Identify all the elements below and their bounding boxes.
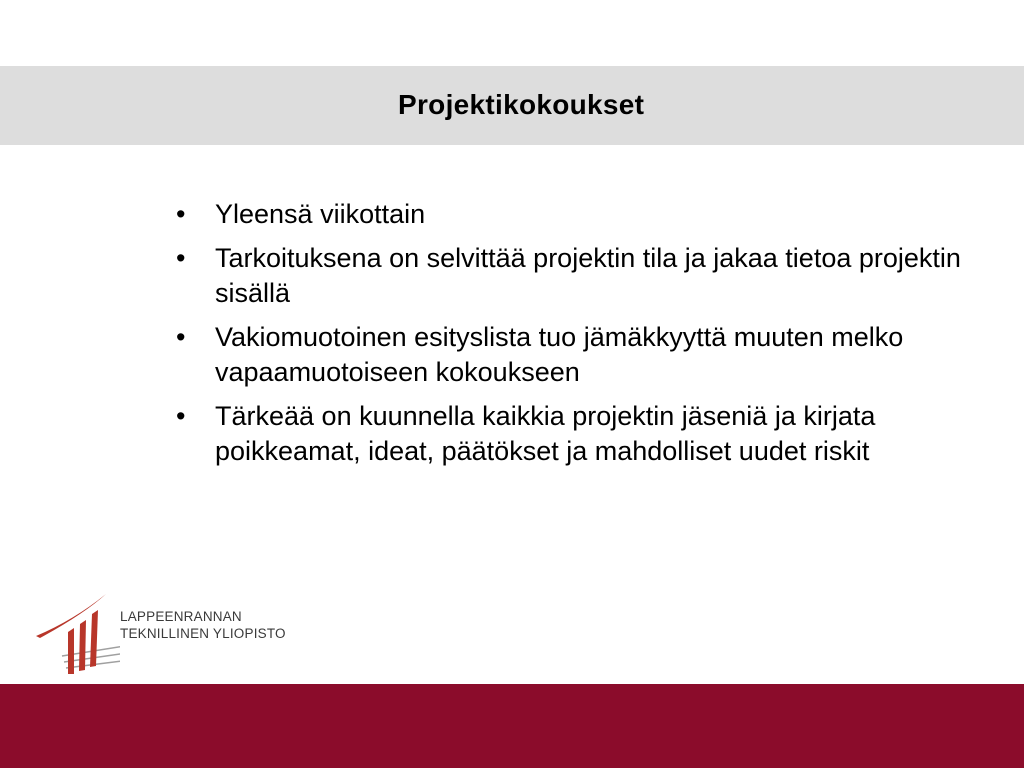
university-logo [34, 590, 304, 680]
bullet-text: Vakiomuotoinen esityslista tuo jämäkkyyttä muuten melko vapaamuotoiseen kokoukseen [215, 322, 904, 387]
bullet-marker: • [176, 322, 186, 352]
bullet-text: Yleensä viikottain [215, 199, 426, 229]
bullet-item [176, 399, 996, 469]
bullet-marker: • [176, 401, 186, 431]
bullet-marker: • [176, 243, 186, 273]
bullet-item [176, 320, 996, 390]
logo-text [120, 608, 286, 642]
bullet-item [176, 241, 996, 311]
bullet-text: Tarkoituksena on selvittää projektin tila ja jakaa tietoa projektin sisällä [215, 243, 961, 308]
logo-line-1: LAPPEENRANNAN [120, 609, 242, 624]
bullet-item [176, 197, 996, 232]
slide-title: Projektikokoukset [398, 89, 645, 120]
logo-line-2: TEKNILLINEN YLIOPISTO [120, 626, 286, 641]
bullet-list [176, 197, 996, 478]
university-logo-icon [34, 590, 120, 680]
footer-band [0, 684, 1024, 768]
bullet-text: Tärkeää on kuunnella kaikkia projektin jäseniä ja kirjata poikkeamat, ideat, päätökset ja mahdolliset uudet riskit [215, 401, 876, 466]
bullet-marker: • [176, 199, 186, 229]
